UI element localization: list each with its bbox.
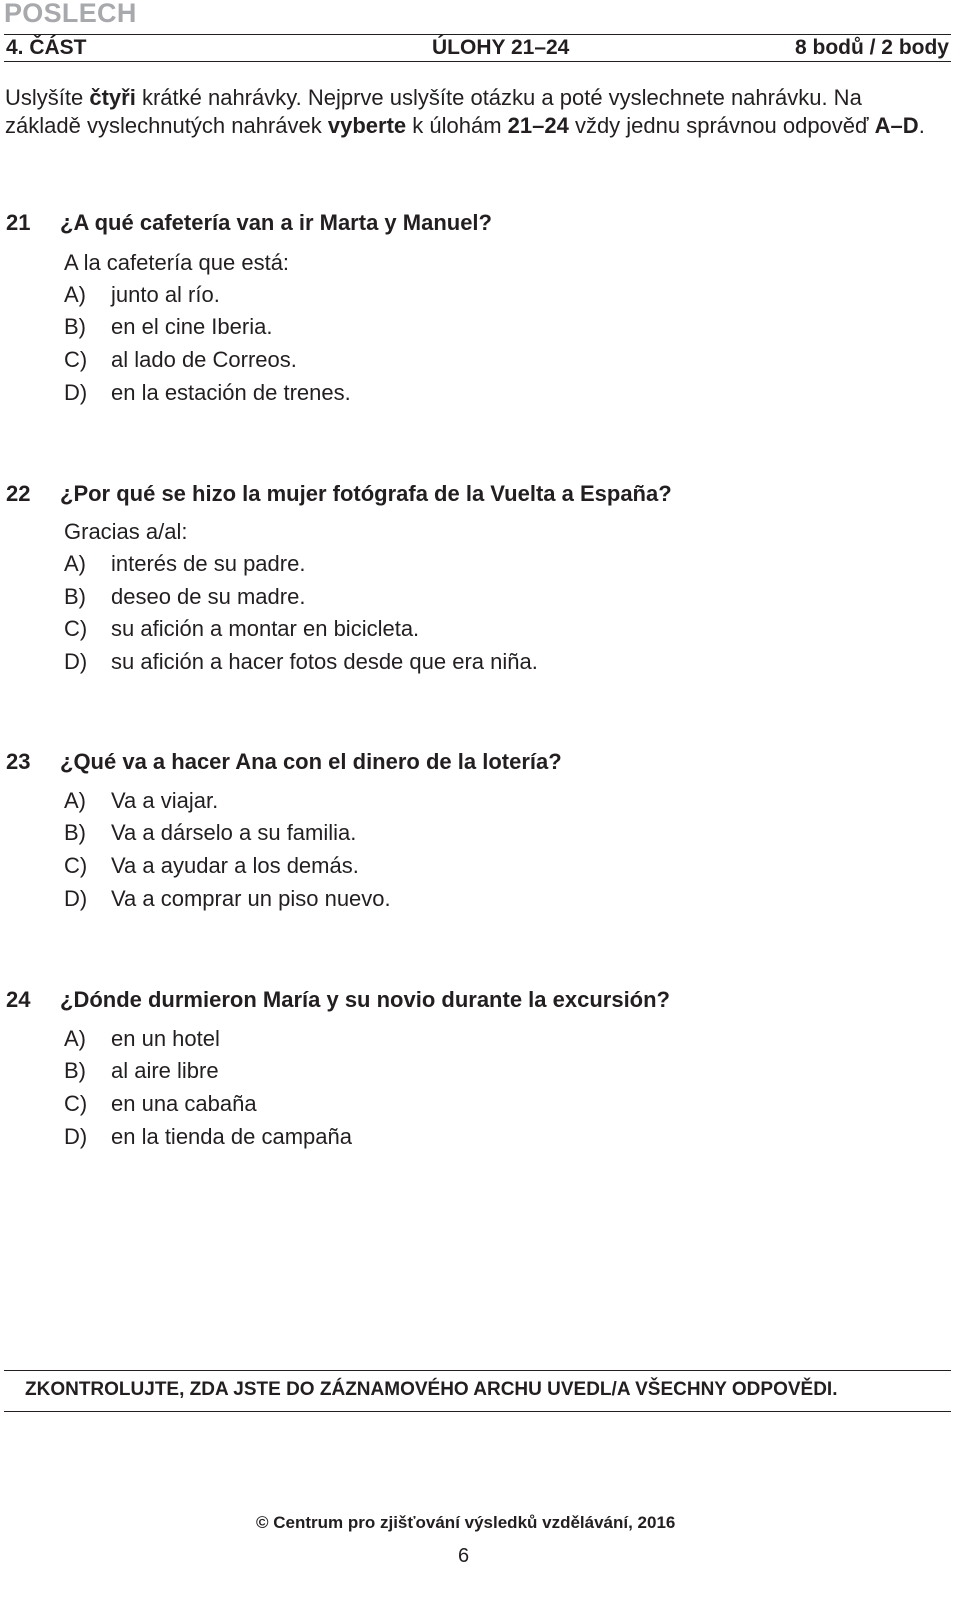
question-text: ¿A qué cafetería van a ir Marta y Manuel?	[60, 210, 492, 235]
instructions-text: Uslyšíte	[5, 85, 90, 110]
instructions-text: k úlohám	[406, 113, 508, 138]
question-text: ¿Qué va a hacer Ana con el dinero de la lotería?	[60, 749, 562, 774]
points-label: 8 bodů / 2 body	[794, 36, 949, 59]
tasks-label: ÚLOHY 21–24	[432, 36, 570, 59]
option-text: en la estación de trenes.	[111, 380, 351, 405]
option-letter: D)	[64, 886, 88, 911]
option-letter: C)	[64, 1091, 88, 1116]
question-text: ¿Dónde durmieron María y su novio durante la excursión?	[60, 987, 670, 1012]
option-letter: D)	[64, 1124, 88, 1149]
option-letter: B)	[64, 584, 86, 609]
option-letter: A)	[64, 1026, 86, 1051]
option-letter: B)	[64, 820, 86, 845]
option-text: Va a viajar.	[111, 788, 219, 813]
option-text: en el cine Iberia.	[111, 314, 273, 339]
option-text: en un hotel	[111, 1026, 220, 1051]
instructions-text: .	[918, 113, 925, 138]
option-letter: D)	[64, 649, 88, 674]
option-text: su afición a montar en bicicleta.	[111, 616, 420, 641]
option-letter: C)	[64, 616, 88, 641]
question-stem: Gracias a/al:	[64, 519, 188, 544]
question-text: ¿Por qué se hizo la mujer fotógrafa de la Vuelta a España?	[60, 481, 672, 506]
option-text: interés de su padre.	[111, 551, 306, 576]
option-text: al lado de Correos.	[111, 347, 297, 372]
footer-rule-bottom	[4, 1411, 951, 1412]
copyright: © Centrum pro zjišťování výsledků vzdělávání, 2016	[256, 1513, 676, 1532]
page-number: 6	[458, 1545, 470, 1567]
instructions-bold: A–D	[874, 113, 919, 138]
part-header	[4, 34, 951, 62]
option-text: al aire libre	[111, 1058, 219, 1083]
instructions-bold: 21–24	[507, 113, 569, 138]
instructions-text: vždy jednu správnou odpověď	[568, 113, 875, 138]
option-text: Va a ayudar a los demás.	[111, 853, 359, 878]
option-text: en una cabaña	[111, 1091, 257, 1116]
option-letter: D)	[64, 380, 88, 405]
question-number: 24	[6, 987, 31, 1012]
instructions-bold: vyberte	[327, 113, 407, 138]
option-letter: A)	[64, 282, 86, 307]
option-letter: B)	[64, 314, 86, 339]
option-text: junto al río.	[111, 282, 220, 307]
option-text: deseo de su madre.	[111, 584, 306, 609]
part-label: 4. ČÁST	[6, 36, 87, 59]
question-number: 22	[6, 481, 31, 506]
question-number: 23	[6, 749, 31, 774]
footer-warning: ZKONTROLUJTE, ZDA JSTE DO ZÁZNAMOVÉHO ARCHU UVEDL/A VŠECHNY ODPOVĚDI.	[25, 1379, 838, 1400]
option-letter: B)	[64, 1058, 86, 1083]
question-stem: A la cafetería que está:	[64, 250, 290, 275]
section-title: POSLECH	[4, 0, 137, 28]
option-letter: C)	[64, 853, 88, 878]
option-letter: C)	[64, 347, 88, 372]
option-letter: A)	[64, 551, 86, 576]
footer-rule-top	[4, 1370, 951, 1371]
question-number: 21	[6, 210, 31, 235]
option-text: Va a comprar un piso nuevo.	[111, 886, 391, 911]
option-text: en la tienda de campaña	[111, 1124, 352, 1149]
instructions	[5, 84, 935, 140]
option-text: Va a dárselo a su familia.	[111, 820, 357, 845]
instructions-text: krátké nahrávky. Nejprve uslyšíte otázku a poté vyslechnete nahrávku. Na základě vyslechnutých nahrávek	[5, 85, 862, 138]
instructions-bold: čtyři	[89, 85, 136, 110]
option-text: su afición a hacer fotos desde que era niña.	[111, 649, 538, 674]
option-letter: A)	[64, 788, 86, 813]
